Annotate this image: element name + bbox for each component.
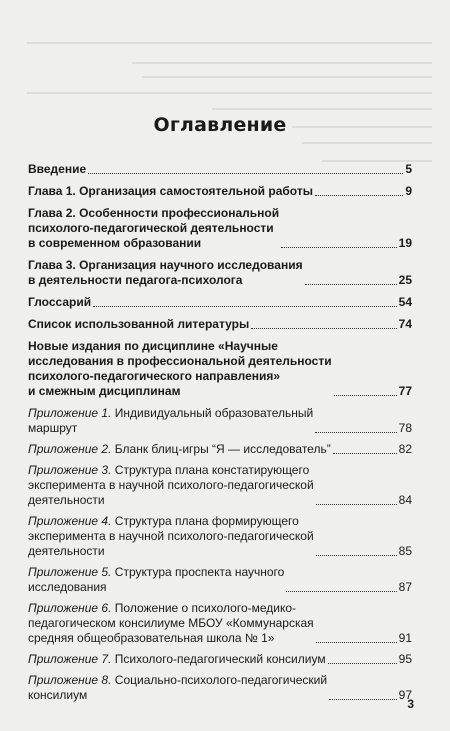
toc-entry[interactable] (28, 514, 412, 559)
toc-page-number: 87 (398, 580, 412, 594)
toc-list (28, 162, 412, 709)
appendix-label: Приложение 3. (28, 463, 112, 477)
toc-page-number: 91 (398, 631, 412, 645)
appendix-label: Приложение 1. (28, 406, 112, 420)
dot-leader (333, 452, 397, 454)
toc-line: средняя общеобразовательная школа № 1» (28, 631, 275, 645)
dot-leader (316, 641, 397, 643)
toc-entry[interactable] (28, 206, 412, 251)
toc-page-number: 74 (398, 317, 412, 331)
appendix-label: Приложение 2. (28, 442, 112, 456)
appendix-label: Приложение 7. (28, 652, 112, 666)
toc-page-number: 97 (398, 688, 412, 702)
toc-page-number: 78 (398, 421, 412, 435)
toc-entry[interactable] (28, 565, 412, 595)
toc-entry-title (28, 206, 279, 251)
appendix-label: Приложение 8. (28, 673, 112, 687)
toc-line: консилиум (28, 688, 88, 702)
toc-entry-title (28, 652, 326, 667)
dot-leader (305, 283, 397, 285)
toc-line: психолого-педагогической деятельности (28, 221, 274, 235)
toc-line: Структура проспекта научного (114, 565, 285, 579)
toc-page-number: 5 (405, 162, 412, 176)
toc-entry-title (28, 565, 284, 595)
toc-line: Глава 1. Организация самостоятельной работы (28, 184, 313, 198)
toc-line: Психолого-педагогический консилиум (114, 652, 326, 666)
toc-line: деятельности (28, 544, 105, 558)
toc-entry-title (28, 317, 249, 332)
toc-line: Индивидуальный образовательный (114, 406, 314, 420)
dot-leader (316, 554, 397, 556)
toc-entry-title (28, 162, 86, 177)
toc-line: Глава 3. Организация научного исследования (28, 258, 303, 272)
toc-line: Структура плана констатирующего (114, 463, 310, 477)
toc-line: Положение о психолого-медико- (114, 601, 297, 615)
toc-page-number: 54 (398, 295, 412, 309)
toc-entry-title (28, 442, 331, 457)
toc-entry-title (28, 258, 303, 288)
toc-page-number: 9 (405, 184, 412, 198)
dot-leader (281, 246, 397, 248)
toc-entry-title (28, 673, 327, 703)
toc-line: исследования (28, 580, 107, 594)
page-title: Оглавление (153, 114, 287, 136)
toc-line: Введение (28, 162, 87, 176)
toc-line: в современном образовании (28, 236, 202, 250)
toc-page-number: 82 (398, 442, 412, 456)
toc-page-number: 84 (398, 493, 412, 507)
appendix-label: Приложение 6. (28, 601, 112, 615)
toc-entry[interactable] (28, 258, 412, 288)
toc-page-number: 77 (398, 384, 412, 398)
toc-entry[interactable] (28, 463, 412, 508)
toc-line: эксперимента в научной психолого-педагогической (28, 478, 314, 492)
toc-line: психолого-педагогического направления» (28, 369, 281, 383)
dot-leader (315, 194, 403, 196)
toc-entry-title (28, 406, 313, 436)
dot-leader (93, 305, 397, 307)
toc-entry[interactable] (28, 406, 412, 436)
toc-line: Структура плана формирующего (114, 514, 299, 528)
toc-line: Список использованной литературы (28, 317, 250, 331)
toc-line: маршрут (28, 421, 78, 435)
toc-entry-title (28, 601, 314, 646)
dot-leader (316, 503, 397, 505)
toc-entry-title (28, 184, 313, 199)
toc-entry[interactable] (28, 442, 412, 457)
toc-line: исследования в профессиональной деятельности (28, 354, 332, 368)
toc-line: Социально-психолого-педагогический (114, 673, 328, 687)
toc-entry[interactable] (28, 652, 412, 667)
toc-line: в деятельности педагога-психолога (28, 273, 243, 287)
toc-entry-title (28, 514, 314, 559)
toc-page-number: 25 (398, 273, 412, 287)
dot-leader (286, 590, 396, 592)
toc-line: Глоссарий (28, 295, 92, 309)
toc-entry[interactable] (28, 295, 412, 310)
dot-leader (251, 327, 396, 329)
dot-leader (334, 394, 397, 396)
toc-entry[interactable] (28, 162, 412, 177)
toc-entry-title (28, 463, 314, 508)
dot-leader (328, 662, 397, 664)
toc-entry[interactable] (28, 317, 412, 332)
toc-line: деятельности (28, 493, 105, 507)
toc-page-number: 95 (398, 652, 412, 666)
toc-line: Глава 2. Особенности профессиональной (28, 206, 280, 220)
toc-line: Бланк блиц-игры “Я — исследователь” (114, 442, 331, 456)
toc-line: Новые издания по дисциплине «Научные (28, 339, 278, 353)
toc-page-number: 85 (398, 544, 412, 558)
toc-line: педагогическом консилиуме МБОУ «Коммунарская (28, 616, 314, 630)
toc-entry[interactable] (28, 673, 412, 703)
page-number: 3 (407, 697, 414, 711)
toc-entry-title (28, 295, 91, 310)
toc-page-number: 19 (398, 236, 412, 250)
toc-entry[interactable] (28, 184, 412, 199)
toc-entry[interactable] (28, 339, 412, 399)
toc-entry-title (28, 339, 332, 399)
toc-line: и смежным дисциплинам (28, 384, 181, 398)
dot-leader (329, 698, 397, 700)
appendix-label: Приложение 5. (28, 565, 112, 579)
dot-leader (315, 431, 396, 433)
dot-leader (88, 172, 403, 174)
toc-line: эксперимента в научной психолого-педагогической (28, 529, 314, 543)
toc-entry[interactable] (28, 601, 412, 646)
appendix-label: Приложение 4. (28, 514, 112, 528)
